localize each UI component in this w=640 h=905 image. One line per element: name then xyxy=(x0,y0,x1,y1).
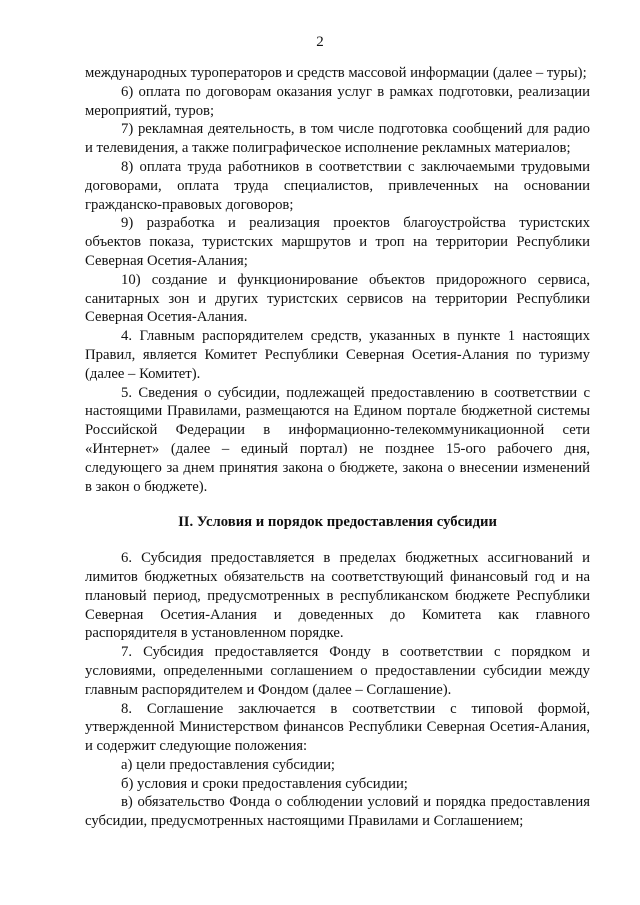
clause-7: 7. Субсидия предоставляется Фонду в соответствии с порядком и условиями, определенными соглашением о предоставлении субсидии между главным распорядителем и Фондом (далее – Соглашение). xyxy=(85,644,590,698)
clause-5: 5. Сведения о субсидии, подлежащей предоставлению в соответствии с настоящими Правилами, размещаются на Едином портале бюджетной системы Российской Федерации в информационно-телекоммуникационной сети «Интернет» (далее – единый портал) не позднее 15-ого рабочего дня, следующего за днем принятия закона о бюджете, закона о внесении изменений в закон о бюджете). xyxy=(85,384,590,495)
list-item-10: 10) создание и функционирование объектов придорожного сервиса, санитарных зон и других туристских сервисов на территории Республики Северная Осетия-Алания. xyxy=(85,271,590,326)
sub-item-v: в) обязательство Фонда о соблюдении условий и порядка предоставления субсидии, предусмотренных настоящими Правилами и Соглашением; xyxy=(85,794,590,830)
clause-4: 4. Главным распорядителем средств, указанных в пункте 1 настоящих Правил, является Комитет Республики Северная Осетия-Алания по туризму (далее – Комитет). xyxy=(85,328,590,382)
sub-item-b: б) условия и сроки предоставления субсидии; xyxy=(121,775,408,792)
paragraph-continuation: международных туроператоров и средств массовой информации (далее – туры); xyxy=(85,65,587,81)
document-body xyxy=(85,64,590,831)
list-item-9: 9) разработка и реализация проектов благоустройства туристских объектов показа, туристских маршрутов и троп на территории Республики Северная Осетия-Алания; xyxy=(85,215,590,269)
clause-6: 6. Субсидия предоставляется в пределах бюджетных ассигнований и лимитов бюджетных обязательств на соответствующий финансовый год и на плановый период, предусмотренных в республиканском бюджете Республики Северная Осетия-Алания и доведенных до Комитета как главного распорядителя в установленном порядке. xyxy=(85,550,590,642)
clause-8: 8. Соглашение заключается в соответствии с типовой формой, утвержденной Министерством финансов Республики Северная Осетия-Алания, и содержит следующие положения: xyxy=(85,700,590,755)
section-heading: II. Условия и порядок предоставления субсидии xyxy=(178,514,497,531)
list-item-8: 8) оплата труда работников в соответствии с заключаемыми трудовыми договорами, оплата труда специалистов, привлеченных на основании гражданско-правовых договоров; xyxy=(85,158,590,213)
page-number: 2 xyxy=(316,34,324,50)
list-item-7: 7) рекламная деятельность, в том числе подготовка сообщений для радио и телевидения, а также полиграфическое исполнение рекламных материалов; xyxy=(85,121,590,157)
list-item-6: 6) оплата по договорам оказания услуг в рамках подготовки, реализации мероприятий, туров; xyxy=(85,83,590,119)
sub-item-a: а) цели предоставления субсидии; xyxy=(121,756,336,773)
